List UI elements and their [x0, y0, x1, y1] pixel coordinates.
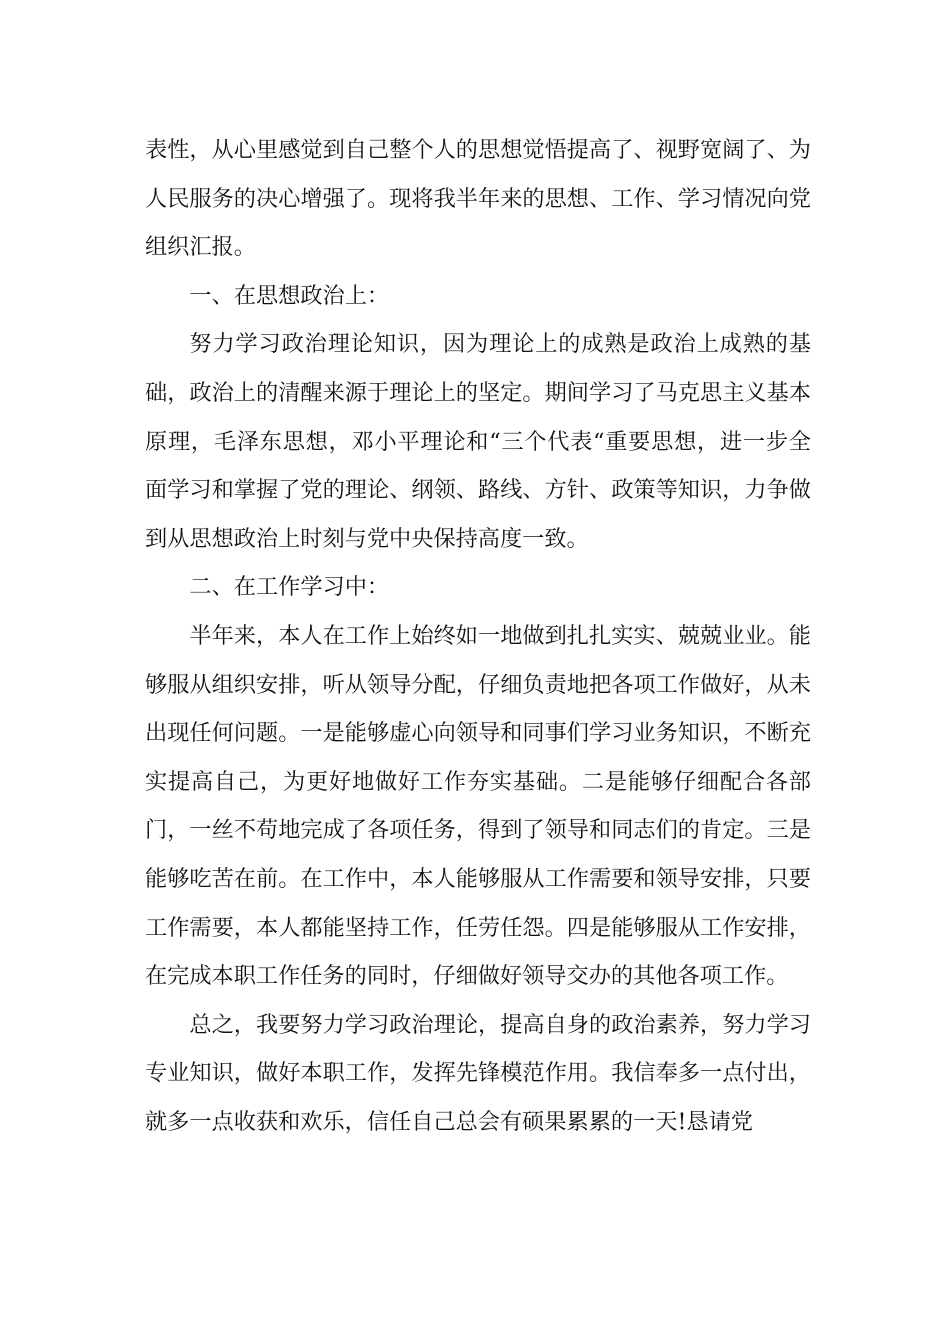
section-heading-ideology: 一、在思想政治上：	[189, 282, 390, 309]
section-heading-work-study: 二、在工作学习中：	[189, 574, 390, 601]
paragraph-continuation: 表性，从心里感觉到自己整个人的思想觉悟提高了、视野宽阔了、为人民服务的决心增强了。现将我半年来的思想、工作、学习情况向党组织汇报。	[145, 137, 811, 261]
paragraph-work-study: 半年来，本人在工作上始终如一地做到扎扎实实、兢兢业业。能够服从组织安排，听从领导分配，仔细负责地把各项工作做好，从未出现任何问题。一是能够虚心向领导和同事们学习业务知识，不断充实提高自己，为更好地做好工作夯实基础。二是能够仔细配合各部门，一丝不苟地完成了各项任务，得到了领导和同志们的肯定。三是能够吃苦在前。在工作中，本人能够服从工作需要和领导安排，只要工作需要，本人都能坚持工作，任劳任怨。四是能够服从工作安排，在完成本职工作任务的同时，仔细做好领导交办的其他各项工作。	[145, 622, 811, 990]
paragraph-ideology: 努力学习政治理论知识，因为理论上的成熟是政治上成熟的基础，政治上的清醒来源于理论上的坚定。期间学习了马克思主义基本原理，毛泽东思想，邓小平理论和“三个代表“重要思想，进一步全面学习和掌握了党的理论、纲领、路线、方针、政策等知识，力争做到从思想政治上时刻与党中央保持高度一致。	[145, 331, 811, 552]
document-body	[145, 126, 811, 1146]
paragraph-conclusion: 总之，我要努力学习政治理论，提高自身的政治素养，努力学习专业知识，做好本职工作，发挥先锋模范作用。我信奉多一点付出，就多一点收获和欢乐，信任自己总会有硕果累累的一天!恳请党	[145, 1011, 811, 1135]
